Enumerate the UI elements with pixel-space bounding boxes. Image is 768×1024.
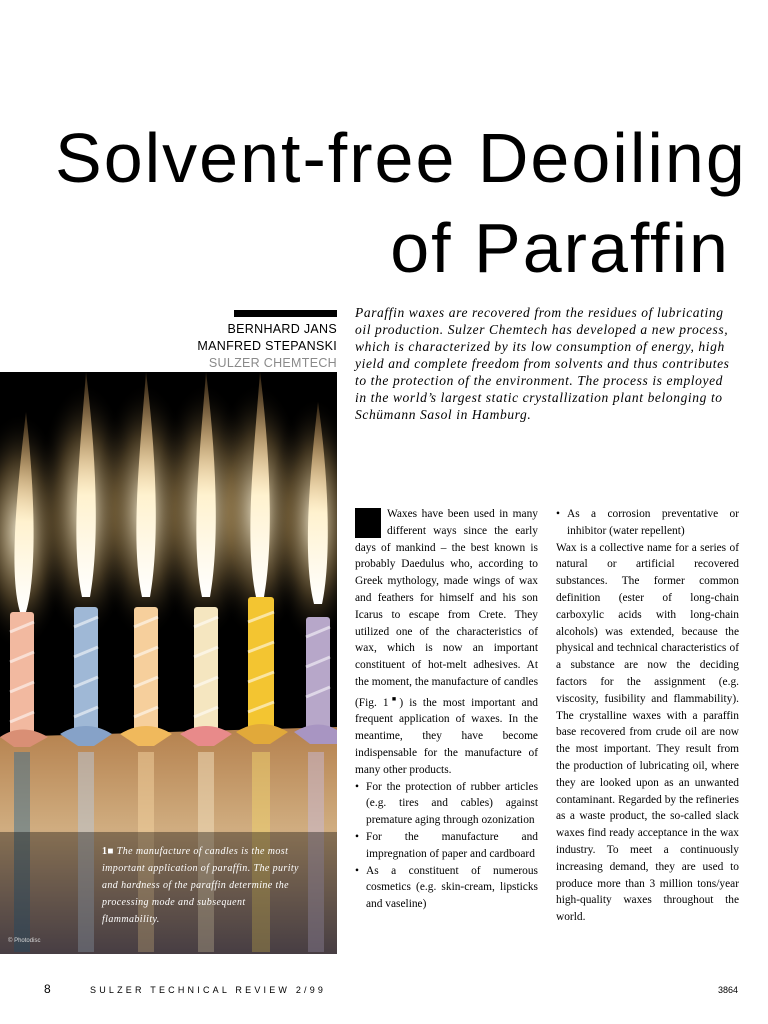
bullet-list bbox=[355, 779, 538, 913]
body-paragraph-text: Waxes have been used in many different ways since the early days of mankind – the best known is probably Daedulus who, according to Greek mythology, made wings of wax and feathers for himself and his son Icarus to escape from Crete. They utilized one of the characteristics of wax, which is now an important constituent of hot-melt adhesives. At the moment, the manufacture of candles (Fig. 1 bbox=[355, 508, 538, 709]
figure-number: 1 bbox=[102, 846, 108, 857]
author-name: BERNHARD JANS bbox=[227, 322, 337, 336]
page-number: 8 bbox=[44, 982, 51, 996]
bullet-icon: • bbox=[355, 864, 359, 877]
figure-marker-icon: ■ bbox=[107, 846, 114, 857]
bullet-icon: • bbox=[355, 780, 359, 793]
list-item bbox=[355, 779, 538, 829]
title-line-1: Solvent-free Deoiling bbox=[55, 119, 747, 197]
author-company: SULZER CHEMTECH bbox=[208, 356, 337, 370]
list-item bbox=[355, 863, 538, 913]
figure-caption bbox=[102, 843, 302, 928]
list-item-text: As a constituent of numerous cosmetics (e.g. skin-cream, lipsticks and vaseline) bbox=[366, 864, 538, 911]
body-column-2 bbox=[556, 506, 739, 926]
list-item-text: For the manufacture and impregnation of paper and cardboard bbox=[366, 830, 538, 860]
bullet-list bbox=[556, 506, 739, 540]
author-name: MANFRED STEPANSKI bbox=[197, 339, 337, 353]
list-item-text: As a corrosion preventative or inhibitor (water repellent) bbox=[567, 508, 739, 537]
body-column-1 bbox=[355, 506, 538, 913]
title-line-2: of Paraffin bbox=[390, 209, 730, 287]
journal-name: SULZER TECHNICAL REVIEW 2/99 bbox=[90, 985, 327, 995]
author-bar bbox=[234, 310, 337, 317]
body-paragraph: Wax is a collective name for a series of natural or artificial recovered substances. The former common definition (ester of long-chain carboxylic acids with long-chain alcohols) was extended, because the physical and technical characteristics of a substance are now the deciding factors for the assignment (e.g. viscosity, fusibility and flammability). The crystalline waxes with a paraffin base recovered from crude oil are now the most important. They result from the production of lubricating oil, where they are looked upon as an unwanted contaminant. Regarded by the refineries as a waste product, the so-called slack waxes find ready acceptance in the wax industry. To meet a continuously increasing demand, they are used to produce more than 3 million tons/year high-quality waxes throughout the world. bbox=[556, 541, 739, 924]
photo-credit: © Photodisc bbox=[8, 938, 41, 944]
body-paragraph-text: ) is the most important and frequent application of waxes. In the meantime, they have become indispensable for the manufacture of many other products. bbox=[355, 696, 538, 776]
list-item bbox=[556, 506, 739, 540]
list-item bbox=[355, 829, 538, 863]
figure-caption-text: The manufacture of candles is the most important application of paraffin. The purity and hardness of the paraffin determine the processing mode and subsequent flammability. bbox=[102, 846, 299, 925]
drop-cap-square bbox=[355, 508, 381, 538]
intro-text: Paraffin waxes are recovered from the residues of lubricating oil production. Sulzer Chemtech has developed a new process, which is characterized by its low consumption of energy, high yield and complete freedom from solvents and thus contributes to the protection of the environment. The process is employed in the world’s largest static crystallization plant belonging to Schümann Sasol in Hamburg. bbox=[355, 305, 730, 422]
list-item-text: For the protection of rubber articles (e.g. tires and cables) against premature aging through ozonization bbox=[366, 780, 538, 827]
author-block bbox=[197, 321, 337, 372]
body-paragraph bbox=[355, 506, 538, 779]
bullet-icon: • bbox=[556, 508, 560, 520]
bullet-icon: • bbox=[355, 830, 359, 843]
figure-marker-icon: ■ bbox=[388, 694, 400, 703]
document-code: 3864 bbox=[717, 985, 738, 995]
